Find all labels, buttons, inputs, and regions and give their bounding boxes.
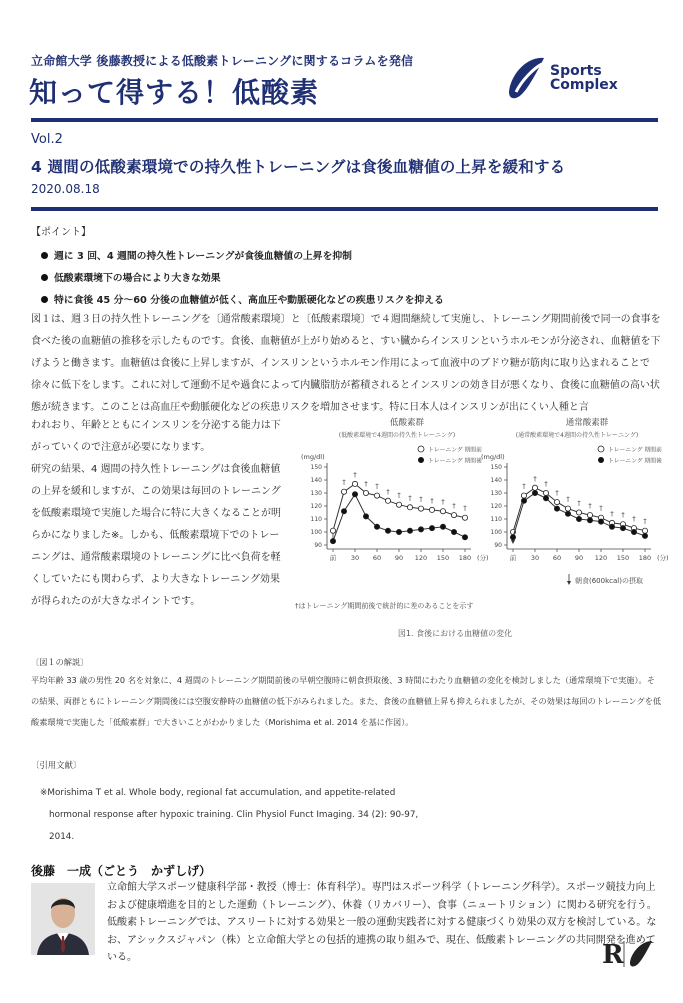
data-point-pre <box>587 513 592 518</box>
y-tick-label: 90 <box>314 542 322 549</box>
significance-dagger: † <box>566 495 570 504</box>
significance-dagger: † <box>353 470 357 479</box>
bullet-icon <box>41 296 48 303</box>
y-tick-label: 130 <box>490 490 502 497</box>
significance-dagger: † <box>386 487 390 496</box>
point-text: 低酸素環境下の場合により大きな効果 <box>54 273 221 284</box>
data-point-post <box>462 535 467 540</box>
x-tick-label: 120 <box>594 554 608 562</box>
figure-note-heading: 〔図１の解説〕 <box>31 657 89 667</box>
significance-dagger: † <box>533 474 537 483</box>
y-tick-label: 90 <box>494 542 502 549</box>
y-tick-label: 150 <box>310 464 322 471</box>
point-text: 週に 3 回、4 週間の持久性トレーニングが食後血糖値の上昇を抑制 <box>54 251 352 262</box>
x-unit-label: (分) <box>657 554 669 562</box>
data-point-post <box>587 518 592 523</box>
author-name: 後藤 一成（ごとう かずしげ） <box>31 864 212 878</box>
footer-logos <box>600 935 660 975</box>
x-unit-label: (分) <box>477 554 489 562</box>
y-tick-label: 150 <box>490 464 502 471</box>
panel-subtitle: (通常酸素環境で4週間の持久性トレーニング) <box>515 432 639 439</box>
y-unit-label: (mg/dl) <box>301 453 325 461</box>
significance-dagger: † <box>610 509 614 518</box>
references-body <box>40 782 470 848</box>
data-point-post <box>363 514 368 519</box>
panel-title: 低酸素群 <box>389 418 425 428</box>
body-paragraph-1-continued: われおり、年齢とともにインスリンを分泌する能力は下がっていくので注意が必要になります。 <box>31 420 281 453</box>
data-point-post <box>510 535 515 540</box>
x-tick-label: 120 <box>414 554 428 562</box>
data-point-post <box>631 529 636 534</box>
data-point-pre <box>407 505 412 510</box>
significance-dagger: † <box>397 491 401 500</box>
data-point-post <box>396 529 401 534</box>
point-text: 特に食後 45 分〜60 分後の血糖値が低く、高血圧や動脈硬化などの疾患リスクを抑える <box>54 295 444 306</box>
bullet-icon <box>41 252 48 259</box>
data-point-post <box>609 524 614 529</box>
x-tick-label: 150 <box>616 554 630 562</box>
y-tick-label: 100 <box>310 529 322 536</box>
significance-dagger: † <box>430 496 434 505</box>
legend-post-label: トレーニング 期間後 <box>608 458 662 465</box>
significance-dagger: † <box>599 504 603 513</box>
x-tick-label: 60 <box>372 554 382 562</box>
reference-line: ※Morishima T et al. Whole body, regional fat accumulation, and appetite-related <box>40 788 396 798</box>
point-item <box>41 266 444 288</box>
sports-complex-logo <box>506 54 656 104</box>
point-item <box>41 244 444 266</box>
legend-post-label: トレーニング 期間後 <box>428 458 482 465</box>
data-point-post <box>576 516 581 521</box>
significance-dagger: † <box>643 517 647 526</box>
logo-text-sports: Sports <box>550 63 602 79</box>
data-point-pre <box>532 485 537 490</box>
x-tick-label: 150 <box>436 554 450 562</box>
asics-swoosh-icon <box>506 54 550 104</box>
data-point-post <box>565 511 570 516</box>
x-tick-label: 60 <box>552 554 562 562</box>
dagger-note: †はトレーニング期間前後で統計的に差のあることを示す <box>295 602 474 610</box>
x-tick-label: 180 <box>638 554 652 562</box>
data-point-post <box>429 526 434 531</box>
significance-dagger: † <box>441 498 445 507</box>
significance-dagger: † <box>621 511 625 520</box>
data-point-pre <box>462 515 467 520</box>
data-point-post <box>352 492 357 497</box>
figure-caption: 図1. 食後における血糖値の変化 <box>397 629 513 638</box>
y-tick-label: 100 <box>490 529 502 536</box>
data-point-pre <box>554 500 559 505</box>
bullet-icon <box>41 274 48 281</box>
data-point-pre <box>642 528 647 533</box>
author-bio: 立命館大学スポーツ健康科学部・教授（博士：体育科学）。専門はスポーツ科学（トレーニング科学）。スポーツ競技力向上および健康増進を目的とした運動（トレーニング）、休養（リカバリー）、食事（ニュートリション）に関わる研究を行う。低酸素トレーニングでは、アスリートに対する効果と一般の運動実践者に対する健康づくり効果の双方を検討している。なお、アシックスジャパン（株）と立命館大学との包括的連携の取り組みで、現在、低酸素トレーニングの共同開発を進めている。 <box>107 882 657 963</box>
data-point-post <box>598 519 603 524</box>
data-point-pre <box>521 493 526 498</box>
x-tick-label: 90 <box>394 554 404 562</box>
meal-arrow-head <box>511 540 515 544</box>
meal-note-arrow-head <box>567 581 571 585</box>
data-point-post <box>620 526 625 531</box>
references-heading: 〔引用文献〕 <box>31 760 82 770</box>
data-point-post <box>385 528 390 533</box>
y-tick-label: 140 <box>310 477 322 484</box>
data-point-pre <box>363 490 368 495</box>
significance-dagger: † <box>544 480 548 488</box>
data-point-pre <box>429 507 434 512</box>
significance-dagger: † <box>419 495 423 504</box>
logo-text-complex: Complex <box>550 77 618 93</box>
data-point-post <box>418 527 423 532</box>
header-divider <box>31 118 658 122</box>
data-point-pre <box>440 509 445 514</box>
blood-glucose-chart <box>293 415 669 645</box>
y-tick-label: 110 <box>490 516 502 523</box>
points-heading: 【ポイント】 <box>31 227 91 238</box>
title-divider <box>31 207 658 211</box>
data-point-post <box>521 498 526 503</box>
data-point-post <box>642 533 647 538</box>
author-photo <box>31 883 95 955</box>
x-tick-label: 前 <box>329 554 337 562</box>
data-point-pre <box>330 528 335 533</box>
data-point-pre <box>385 498 390 503</box>
y-tick-label: 120 <box>490 503 502 510</box>
data-point-post <box>532 490 537 495</box>
x-tick-label: 30 <box>350 554 360 562</box>
significance-dagger: † <box>588 502 592 511</box>
significance-dagger: † <box>522 482 526 491</box>
figure-note-body: 平均年齢 33 歳の男性 20 名を対象に、4 週間のトレーニング期間前後の早朝空腹時に朝食摂取後、3 時間にわたり血糖値の変化を検討しました（通常環境下で実施）。その結果、両群ともにトレーニング期間後には空腹安静時の血糖値の低下がみられました。また、食後の血糖値上昇も抑えられましたが、その効果は毎回のトレーニングを低酸素環境で実施した「低酸素群」で大きいことがわかりました（Morishima et al. 2014 を基に作図）。 <box>31 675 662 727</box>
reference-line: hormonal response after hypoxic training. Clin Physiol Funct Imaging. 34 (2): 90-97, <box>49 810 419 820</box>
data-point-post <box>330 539 335 544</box>
x-tick-label: 180 <box>458 554 472 562</box>
data-point-post <box>554 506 559 511</box>
data-point-pre <box>352 481 357 486</box>
x-tick-label: 前 <box>509 554 517 562</box>
legend-pre-marker <box>418 446 424 452</box>
data-point-post <box>374 524 379 529</box>
significance-dagger: † <box>463 504 467 513</box>
author-portrait-icon <box>31 883 95 955</box>
y-tick-label: 110 <box>310 516 322 523</box>
data-point-pre <box>341 489 346 494</box>
volume-label: Vol.2 <box>31 132 63 147</box>
significance-dagger: † <box>408 494 412 503</box>
point-item <box>41 288 444 310</box>
blood-glucose-figure <box>293 415 669 645</box>
body-paragraph-1: 図１は、週３日の持久性トレーニングを〔通常酸素環境〕と〔低酸素環境〕で４週間継続して実施し、トレーニング期間前後で同一の食事を食べた後の血糖値の推移を示したものです。食後、血糖値が上がり始めると、すい臓からインスリンというホルモンが分泌され、血糖値を下げようと働きます。血糖値は食後に上昇しますが、インスリンというホルモン作用によって血液中のブドウ糖が筋肉に取り込まれることで徐々に低下をします。これに対して運動不足や過食によって内臓脂肪が蓄積されるとインスリンの効き目が悪くなり、食後に血糖値の高い状態が続きます。このことは高血圧や動脈硬化などの疾患リスクを増加させます。特に日本人はインスリンが出にくい人種と言 <box>31 314 661 413</box>
significance-dagger: † <box>452 502 456 511</box>
data-point-post <box>543 496 548 501</box>
legend-pre-label: トレーニング 期間前 <box>428 447 482 454</box>
significance-dagger: † <box>375 482 379 491</box>
article-date: 2020.08.18 <box>31 182 100 196</box>
legend-pre-marker <box>598 446 604 452</box>
svg-text:R: R <box>602 940 624 970</box>
data-point-post <box>451 529 456 534</box>
data-point-post <box>440 524 445 529</box>
data-point-pre <box>543 490 548 495</box>
data-point-pre <box>565 506 570 511</box>
y-tick-label: 130 <box>310 490 322 497</box>
panel-title: 通常酸素群 <box>565 418 609 428</box>
data-point-pre <box>576 510 581 515</box>
significance-dagger: † <box>342 478 346 487</box>
x-tick-label: 30 <box>530 554 540 562</box>
y-tick-label: 120 <box>310 503 322 510</box>
x-tick-label: 90 <box>574 554 584 562</box>
meal-note: 朝食(600kcal)の摂取 <box>575 577 643 585</box>
article-title: 4 週間の低酸素環境での持久性トレーニングは食後血糖値の上昇を緩和する <box>31 158 566 176</box>
data-point-pre <box>451 513 456 518</box>
legend-post-marker <box>598 457 604 463</box>
ritsumeikan-asics-logo-icon <box>600 935 660 975</box>
data-point-post <box>407 528 412 533</box>
key-points <box>31 223 444 310</box>
significance-dagger: † <box>555 489 559 498</box>
page-title: 知って得する！低酸素 <box>29 76 320 109</box>
panel-subtitle: (低酸素環境で4週間の持久性トレーニング) <box>338 432 456 439</box>
reference-line: 2014. <box>49 832 75 842</box>
significance-dagger: † <box>364 480 368 488</box>
y-unit-label: (mg/dl) <box>481 453 505 461</box>
significance-dagger: † <box>577 499 581 508</box>
data-point-pre <box>418 506 423 511</box>
y-tick-label: 140 <box>490 477 502 484</box>
legend-post-marker <box>418 457 424 463</box>
legend-pre-label: トレーニング 期間前 <box>608 447 662 454</box>
body-paragraph-2: 研究の結果、4 週間の持久性トレーニングは食後血糖値の上昇を緩和しますが、この効果は毎回のトレーニングを低酸素環境で実施した場合に特に大きくなることが明らかになりました※。しかも、低酸素環境下でのトレーニングは、通常酸素環境のトレーニングに比べ負荷を軽くしていたにも関わらず、より大きなトレーニング効果が得られたのが大きなポイントです。 <box>31 464 281 607</box>
header-subtitle: 立命館大学 後藤教授による低酸素トレーニングに関するコラムを発信 <box>31 54 414 68</box>
significance-dagger: † <box>632 515 636 524</box>
data-point-pre <box>396 502 401 507</box>
data-point-pre <box>374 493 379 498</box>
data-point-post <box>341 509 346 514</box>
